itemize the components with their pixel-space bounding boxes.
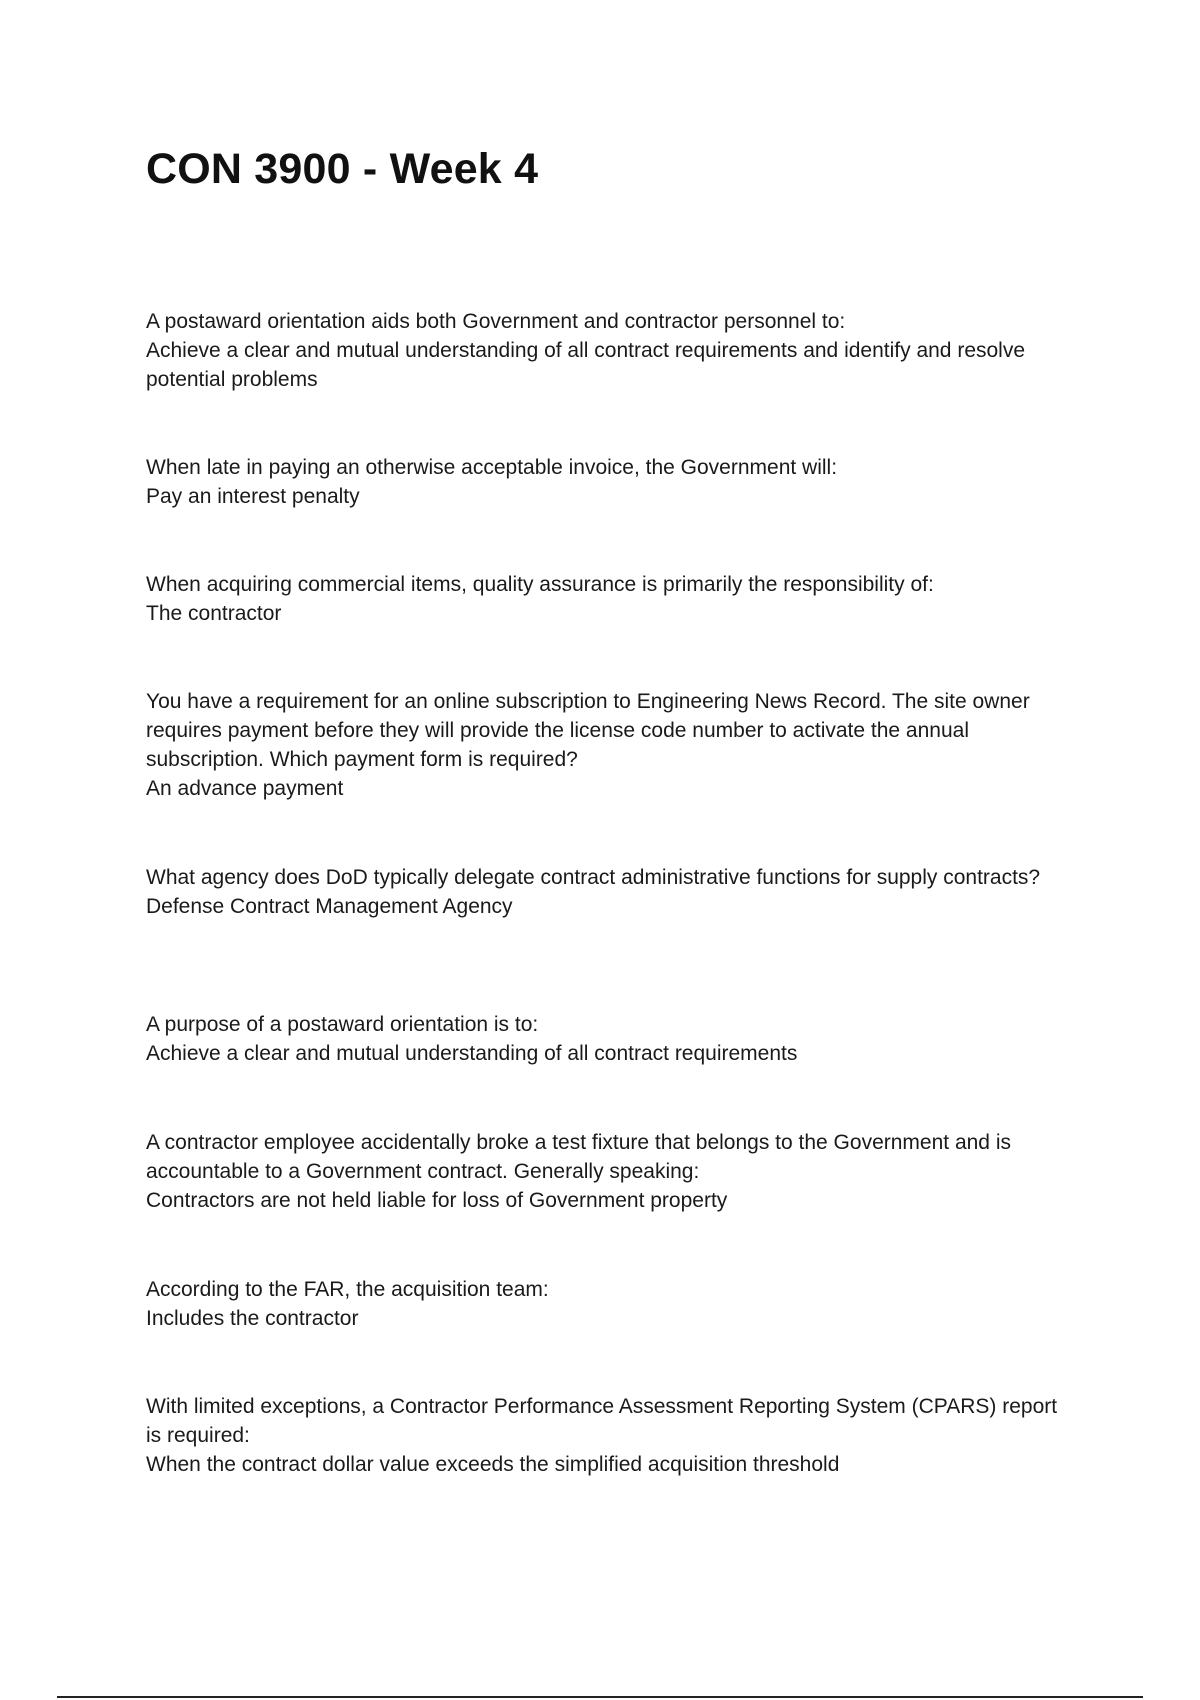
page-bottom-divider [57, 1696, 1143, 1698]
question-text: When late in paying an otherwise acceptable invoice, the Government will: [146, 456, 838, 479]
answer-text: An advance payment [146, 777, 344, 800]
question-text: A postaward orientation aids both Government and contractor personnel to: [146, 310, 846, 333]
question-text: When acquiring commercial items, quality assurance is primarily the responsibility of: [146, 573, 934, 596]
question-text: According to the FAR, the acquisition team: [146, 1278, 549, 1301]
answer-text: Achieve a clear and mutual understanding of all contract requirements and identify and resolve potential problems [146, 339, 1026, 391]
answer-text: The contractor [146, 602, 282, 625]
qa-item-7 [146, 1128, 1066, 1215]
answer-text: Achieve a clear and mutual understanding of all contract requirements [146, 1042, 798, 1065]
answer-text: When the contract dollar value exceeds the simplified acquisition threshold [146, 1453, 840, 1476]
document-page [146, 0, 1066, 1700]
qa-item-5 [146, 863, 1066, 921]
question-text: You have a requirement for an online subscription to Engineering News Record. The site owner requires payment before they will provide the license code number to activate the annual subscription. Which payment form is required? [146, 690, 1030, 771]
answer-text: Includes the contractor [146, 1307, 359, 1330]
qa-item-8 [146, 1275, 1066, 1333]
answer-text: Contractors are not held liable for loss of Government property [146, 1189, 728, 1212]
answer-text: Defense Contract Management Agency [146, 895, 513, 918]
qa-item-9 [146, 1392, 1066, 1479]
qa-item-3 [146, 570, 1066, 628]
qa-item-4 [146, 687, 1066, 803]
question-text: A contractor employee accidentally broke a test fixture that belongs to the Government and is accountable to a Government contract. Generally speaking: [146, 1131, 1011, 1183]
page-title: CON 3900 - Week 4 [146, 145, 539, 193]
qa-item-2 [146, 453, 1066, 511]
question-text: With limited exceptions, a Contractor Performance Assessment Reporting System (CPARS) report is required: [146, 1395, 1058, 1447]
answer-text: Pay an interest penalty [146, 485, 360, 508]
question-text: A purpose of a postaward orientation is to: [146, 1013, 539, 1036]
qa-item-1 [146, 307, 1066, 394]
qa-item-6 [146, 1010, 1066, 1068]
question-text: What agency does DoD typically delegate contract administrative functions for supply contracts? [146, 866, 1041, 889]
